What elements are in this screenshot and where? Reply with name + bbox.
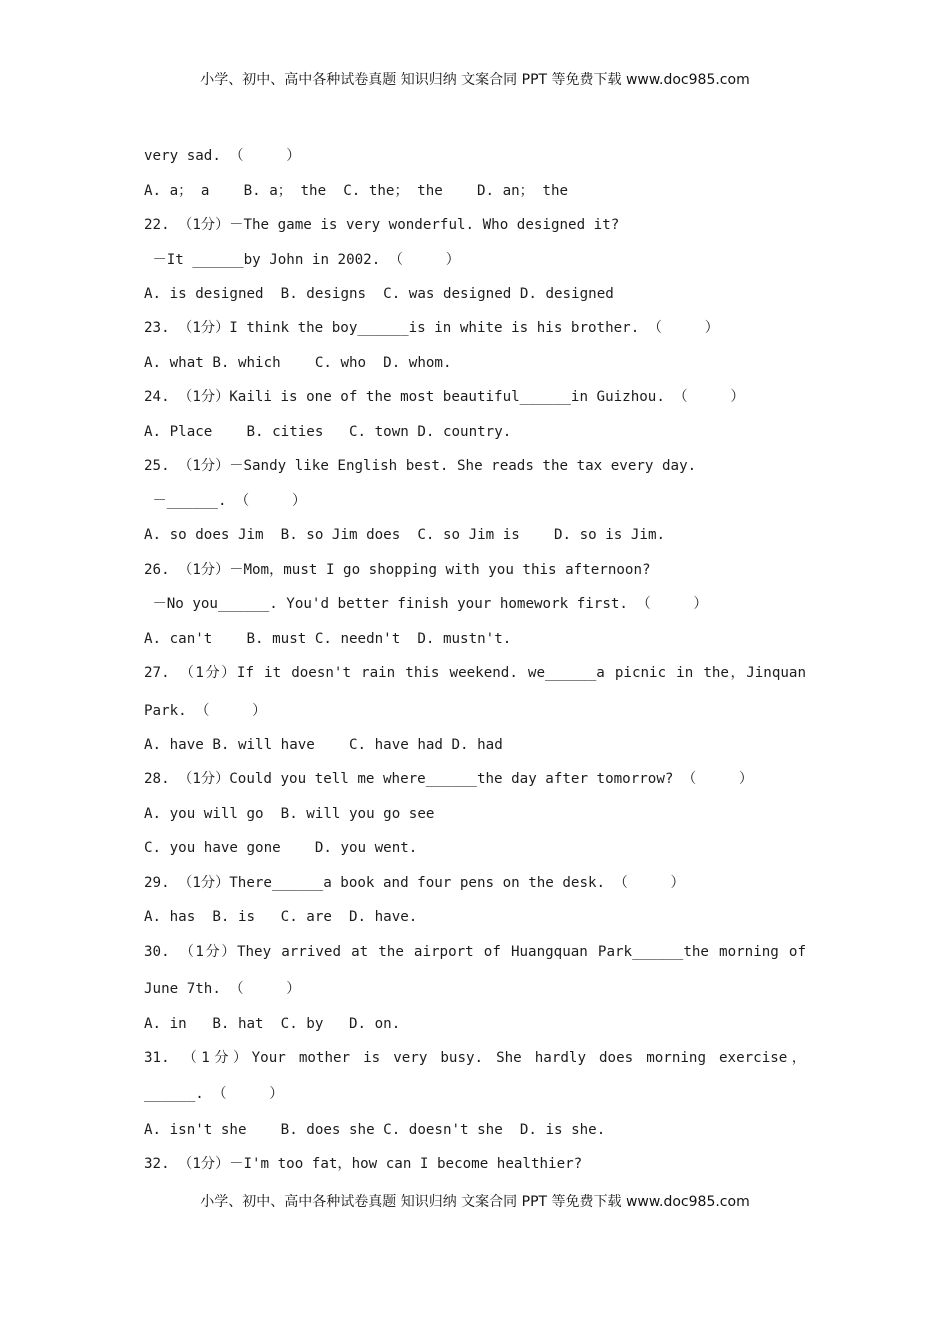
question-line: 22. （1分）－The game is very wonderful. Who designed it? [144, 217, 620, 233]
answer-options: A. in B. hat C. by D. on. [144, 1016, 401, 1032]
question-line: 32. （1分）－I'm too fat，how can I become healthier? [144, 1156, 583, 1172]
question-line: very sad. （ ） [144, 148, 301, 164]
question-line: 29. （1分）There______a book and four pens on the desk. （ ） [144, 875, 685, 891]
question-line: 31. （1分）Your mother is very busy. She hardly does morning exercise， [144, 1050, 806, 1066]
question-line: 23. （1分）I think the boy______is in white is his brother. （ ） [144, 320, 719, 336]
answer-options: A. have B. will have C. have had D. had [144, 737, 503, 753]
answer-options: A. a； a B. a； the C. the； the D. an； the [144, 183, 569, 199]
question-line: June 7th. （ ） [144, 981, 301, 997]
answer-options: A. has B. is C. are D. have. [144, 909, 418, 925]
page-footer: 小学、初中、高中各种试卷真题 知识归纳 文案合同 PPT 等免费下载 www.doc985.com [200, 1194, 750, 1210]
answer-options: A. what B. which C. who D. whom. [144, 355, 452, 371]
answer-options: C. you have gone D. you went. [144, 840, 418, 856]
answer-options: A. you will go B. will you go see [144, 806, 435, 822]
question-line: 27. （1分）If it doesn't rain this weekend. we______a picnic in the，Jinquan [144, 665, 806, 681]
question-line: 28. （1分）Could you tell me where______the day after tomorrow? （ ） [144, 771, 754, 787]
question-line: ______. （ ） [144, 1086, 284, 1102]
question-line: 26. （1分）－Mom，must I go shopping with you this afternoon? [144, 562, 651, 578]
question-line: 24. （1分）Kaili is one of the most beautiful______in Guizhou. （ ） [144, 389, 745, 405]
question-line: －______. （ ） [144, 493, 307, 509]
page-header: 小学、初中、高中各种试卷真题 知识归纳 文案合同 PPT 等免费下载 www.doc985.com [200, 72, 750, 88]
answer-options: A. Place B. cities C. town D. country. [144, 424, 512, 440]
question-line: －No you______. You'd better finish your homework first. （ ） [144, 596, 708, 612]
answer-options: A. isn't she B. does she C. doesn't she D. is she. [144, 1122, 606, 1138]
question-line: 25. （1分）－Sandy like English best. She reads the tax every day. [144, 458, 697, 474]
answer-options: A. can't B. must C. needn't D. mustn't. [144, 631, 512, 647]
question-line: Park. （ ） [144, 703, 267, 719]
question-line: －It ______by John in 2002. （ ） [144, 252, 460, 268]
answer-options: A. so does Jim B. so Jim does C. so Jim is D. so is Jim. [144, 527, 666, 543]
question-line: 30. （1分）They arrived at the airport of Huangquan Park______the morning of [144, 944, 806, 960]
answer-options: A. is designed B. designs C. was designed D. designed [144, 286, 614, 302]
